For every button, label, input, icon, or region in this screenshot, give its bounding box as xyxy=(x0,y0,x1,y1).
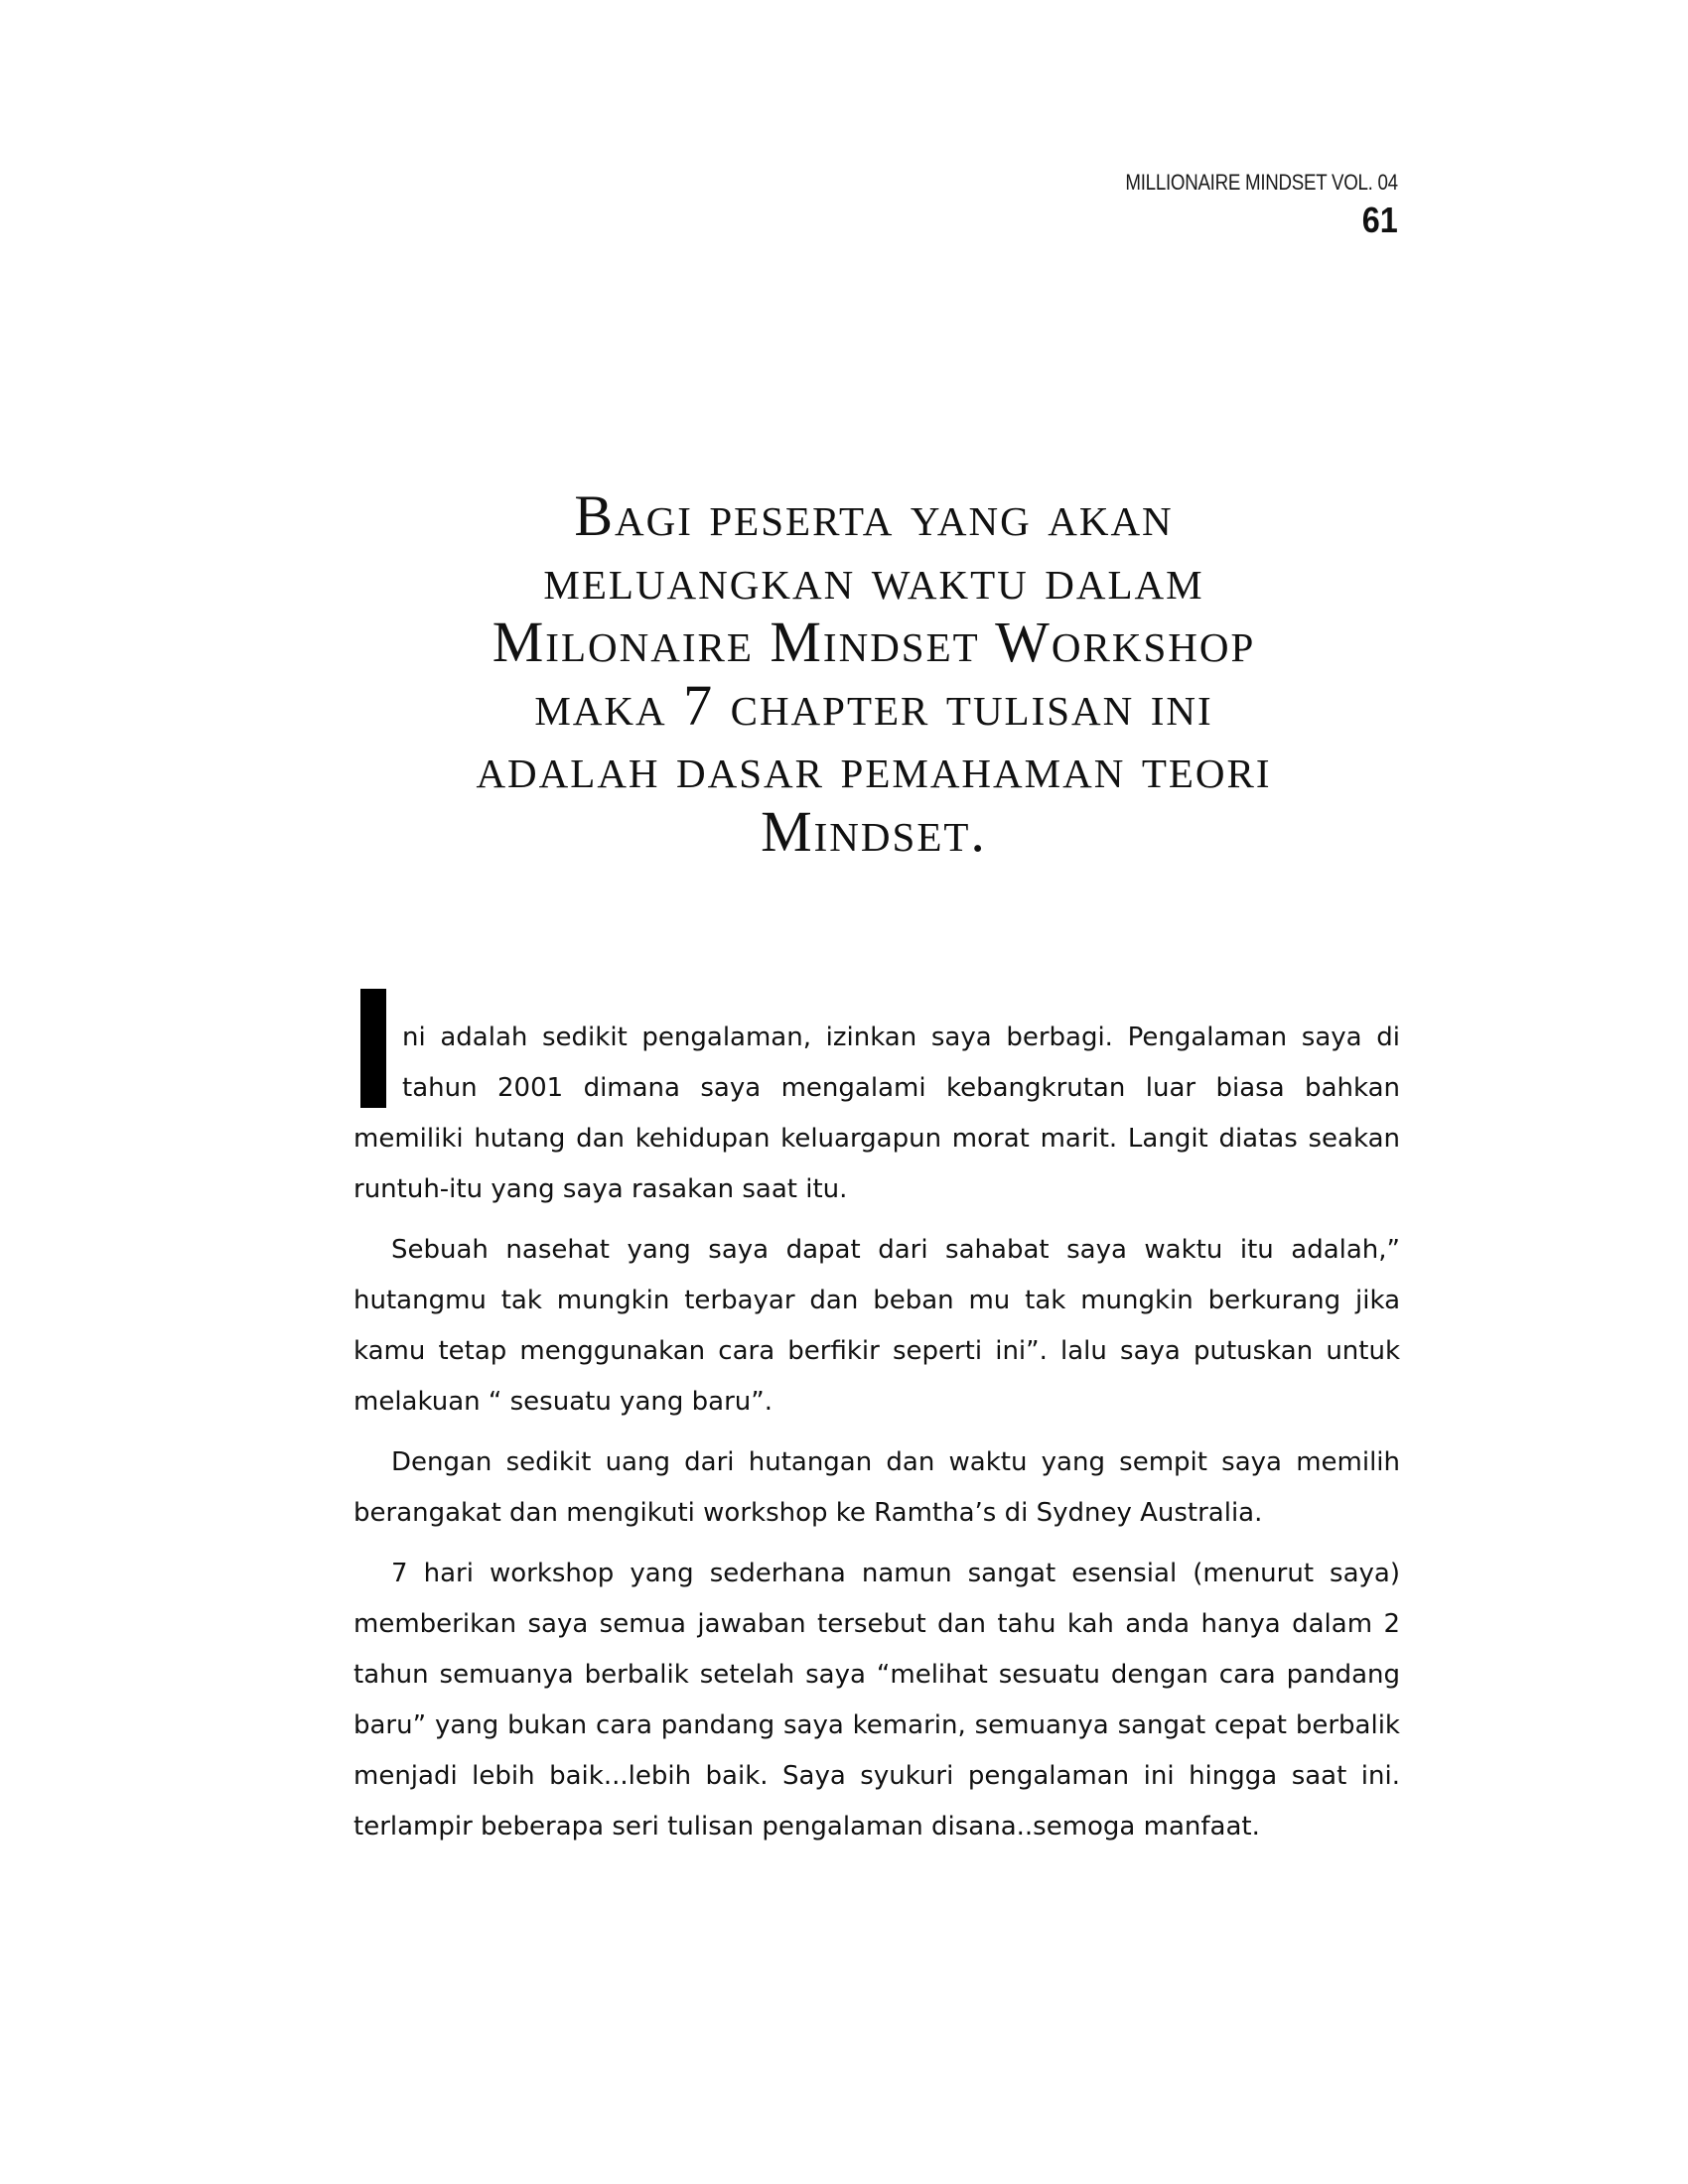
pull-quote-line: meluangkan waktu dalam xyxy=(543,546,1204,612)
page-number: 61 xyxy=(1361,200,1398,240)
paragraph: 7 hari workshop yang sederhana namun sangat esensial (menurut saya) memberikan saya semua jawaban tersebut dan tahu kah anda hanya dalam 2 tahun semuanya berbalik setelah saya “melihat sesuatu dengan cara pandang baru” yang bukan cara pandang saya kemarin, semuanya sangat cepat berbalik menjadi lebih baik...lebih baik. Saya syukuri pengalaman ini hingga saat ini. terlampir beberapa seri tulisan pengalaman disana..semoga manfaat. xyxy=(353,1559,1400,1842)
paragraph: Dengan sedikit uang dari hutangan dan waktu yang sempit saya memilih berangakat dan mengikuti workshop ke Ramtha’s di Sydney Australia. xyxy=(353,1447,1400,1528)
pull-quote-line: Bagi peserta yang akan xyxy=(574,483,1174,548)
paragraph xyxy=(353,1013,1400,1215)
pull-quote xyxy=(338,484,1410,863)
running-header xyxy=(1077,169,1398,240)
running-title: MILLIONAIRE MINDSET VOL. 04 xyxy=(1125,170,1398,195)
pull-quote-line: maka 7 chapter tulisan ini xyxy=(534,672,1213,738)
paragraph: Sebuah nasehat yang saya dapat dari sahabat saya waktu itu adalah,” hutangmu tak mungkin terbayar dan beban mu tak mungkin berkurang jika kamu tetap menggunakan cara berfikir seperti ini”. lalu saya putuskan untuk melakuan “ sesuatu yang baru”. xyxy=(353,1235,1400,1417)
pull-quote-line: Mindset. xyxy=(761,798,987,864)
article-body xyxy=(353,1013,1400,1852)
pull-quote-line: Milonaire Mindset Workshop xyxy=(492,610,1256,674)
pull-quote-line: adalah dasar pemahaman teori xyxy=(476,736,1272,800)
drop-cap xyxy=(360,989,386,1108)
paragraph-text: ni adalah sedikit pengalaman, izinkan saya berbagi. Pengalaman saya di tahun 2001 dimana saya mengalami kebangkrutan luar biasa bahkan memiliki hutang dan kehidupan keluargapun morat marit. Langit diatas seakan runtuh-itu yang saya rasakan saat itu. xyxy=(353,1023,1400,1204)
